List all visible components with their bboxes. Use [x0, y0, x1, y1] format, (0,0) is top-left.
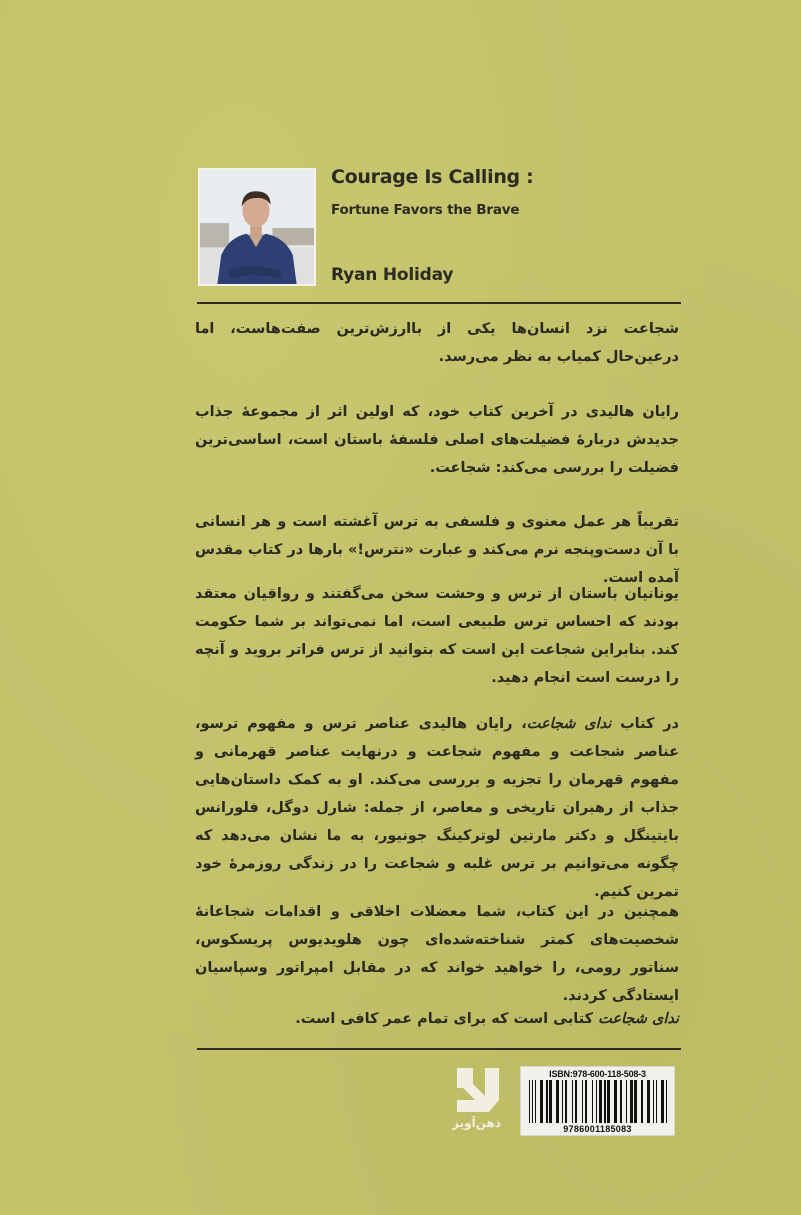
paragraph-text: کتابی است که برای تمام عمر کافی است.	[295, 1011, 599, 1027]
book-title-emphasis: ندای شجاعت	[598, 1011, 679, 1027]
isbn-label: ISBN:978-600-118-508-3	[549, 1069, 646, 1079]
bottom-divider	[197, 1048, 681, 1050]
paragraph-text: ، رایان هالیدی عناصر ترس و مفهوم ترسو، عناصر شجاعت و مفهوم شجاعت و درنهایت عناصر قهرمانی و مفهوم قهرمان را تجزیه و بررسی می‌کند. او به کمک داستان‌هایی جذاب از رهبران تاریخی و معاصر، از جمله: شارل دوگل، فلورانس بایتینگل و دکتر مارتین لوترکینگ جونیور، به ما نشان می‌دهد که چگونه می‌توانیم بر ترس غلبه و شجاعت را در زندگی روزمرهٔ خود تمرین کنیم.	[195, 716, 679, 900]
barcode-number: 9786001185083	[563, 1124, 632, 1134]
top-divider	[197, 302, 681, 304]
author-name: Ryan Holiday	[331, 265, 454, 285]
isbn-barcode	[520, 1066, 675, 1136]
publisher-logo-icon	[455, 1066, 501, 1114]
blurb-paragraph-6: همچنین در این کتاب، شما معضلات اخلاقی و اقدامات شجاعانهٔ شخصیت‌های کمتر شناخته‌شده‌ای چون هلویدیوس پریسکوس، سناتور رومی، را خواهید خواند که در مقابل امپراتور وسپاسیان ایستادگی کردند.	[195, 904, 679, 1004]
blurb-closing-line	[195, 1005, 679, 1033]
blurb-paragraph-4: یونانیان باستان از ترس و وحشت سخن می‌گفتند و رواقیان معتقد بودند که احساس ترس طبیعی است، اما نمی‌تواند بر شما حکومت کند. بنابراین شجاعت این است که بتوانید از ترس فراتر بروید و آنچه را درست است انجام دهید.	[195, 586, 679, 686]
publisher-name: ذهن‌آویز	[452, 1116, 501, 1130]
blurb-paragraph-1: شجاعت نزد انسان‌ها یکی از باارزش‌ترین صفت‌هاست، اما درعین‌حال کمیاب به نظر می‌رسد.	[195, 321, 679, 365]
blurb-paragraph-5	[195, 710, 679, 906]
publisher-logo	[452, 1066, 501, 1136]
book-subtitle: Fortune Favors the Brave	[331, 202, 520, 218]
paragraph-prefix: در کتاب	[611, 716, 679, 732]
barcode-bar	[667, 1080, 668, 1123]
blurb-paragraph-3: تقریباً هر عمل معنوی و فلسفی به ترس آغشته است و هر انسانی با آن دست‌وپنجه نرم می‌کند و عبارت «نترس!» بارها در کتاب مقدس آمده است.	[195, 514, 679, 586]
blurb-paragraph-2: رایان هالیدی در آخرین کتاب خود، که اولین اثر از مجموعهٔ جذاب جدیدش دربارهٔ فضیلت‌های اصلی فلسفهٔ باستان است، اساسی‌ترین فضیلت را بررسی می‌کند: شجاعت.	[195, 404, 679, 476]
author-photo	[198, 168, 316, 286]
book-title: Courage Is Calling :	[331, 166, 534, 188]
author-portrait-icon	[200, 170, 314, 284]
barcode-bars-icon	[529, 1080, 669, 1123]
book-title-emphasis: ندای شجاعت	[526, 716, 612, 732]
